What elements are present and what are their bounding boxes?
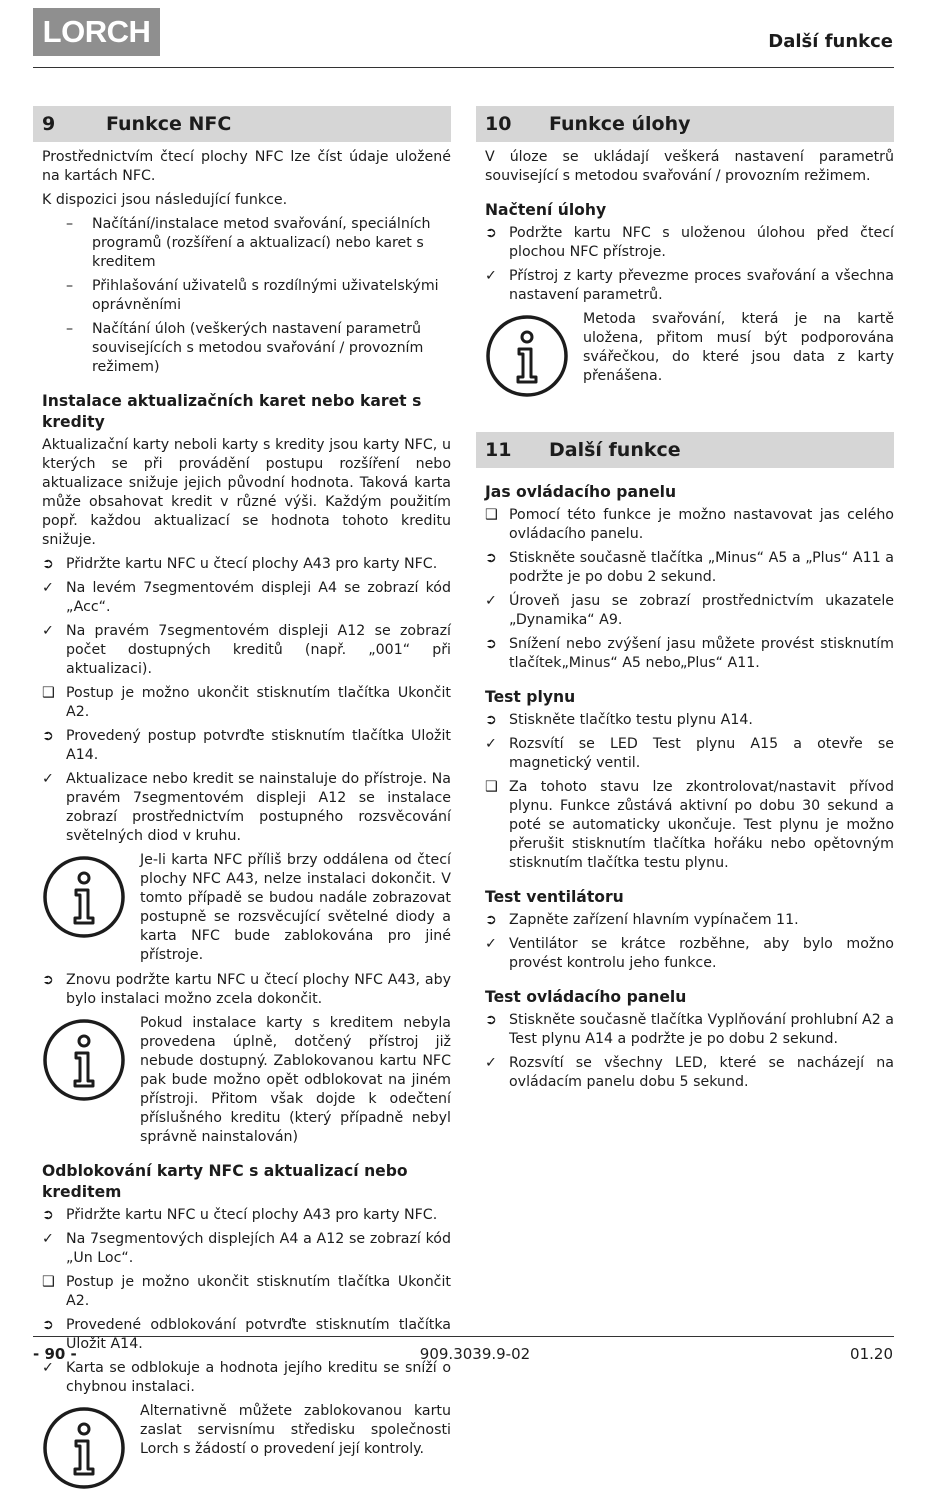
subheading: Test plynu	[485, 688, 576, 706]
section-title: Další funkce	[549, 439, 681, 461]
option-text: Postup je možno ukončit stisknutím tlačítka Ukončit A2.	[66, 685, 451, 720]
result-text: Aktualizace nebo kredit se nainstaluje do přístroje. Na pravém 7segmentovém displeji A12 se instalace zobrazí prostřednictvím postupného rozsvěcování světelných diod v kruhu.	[66, 771, 451, 844]
section-number: 11	[485, 439, 512, 461]
step-text: Snížení nebo zvýšení jasu můžete provést stisknutím tlačítek„Minus“ A5 nebo„Plus“ A11.	[509, 636, 894, 671]
result-text: Ventilátor se krátce rozběhne, aby bylo možno provést kontrolu jeho funkce.	[509, 936, 894, 971]
result-text: Rozsvítí se LED Test plynu A15 a otevře se magnetický ventil.	[509, 736, 894, 771]
info-note	[42, 1014, 451, 1147]
note-text: Metoda svařování, která je na kartě uložena, přitom musí být podporována svářečkou, do které jsou data z karty přenášena.	[583, 311, 894, 384]
info-note	[485, 310, 894, 394]
header-title: Další funkce	[768, 31, 893, 52]
paragraph: Aktualizační karty neboli karty s kredity jsou karty NFC, u kterých se při provádění postupu rozšíření nebo aktualizace snižuje jejich původní hodnota. Taková karta může obsahovat kredit v různé výši. Každým použitím popř. každou aktualizací se hodnota tohoto kreditu snižuje.	[42, 437, 451, 548]
list-item-text: Přihlašování uživatelů s rozdílnými uživatelskými oprávněními	[92, 278, 439, 313]
footer-rule	[33, 1336, 894, 1337]
check-icon: ✓	[42, 1360, 54, 1376]
arrow-icon: ➲	[485, 1012, 497, 1028]
option-text: Za tohoto stavu lze zkontrolovat/nastavit přívod plynu. Funkce zůstává aktivní po dobu 30 sekund a poté se automaticky ukončuje. Test plynu je možno přerušit stisknutím tlačítka hořáku nebo opětovným stisknutím tlačítka testu plynu.	[509, 779, 894, 871]
result-text: Přístroj z karty převezme proces svařování a všechna nastavení parametrů.	[509, 268, 894, 303]
arrow-icon: ➲	[42, 1317, 54, 1333]
option-item	[42, 684, 451, 722]
result-text: Na levém 7segmentovém displeji A4 se zobrazí kód „Acc“.	[66, 580, 451, 615]
section-title: Funkce úlohy	[549, 113, 691, 135]
dash-marker: –	[66, 278, 74, 294]
subheading: Načtení úlohy	[485, 201, 607, 219]
step-item	[42, 971, 451, 1009]
section-number: 10	[485, 113, 512, 135]
list-item-text: Načítání/instalace metod svařování, speciálních programů (rozšíření a aktualizací) nebo karet s kreditem	[92, 216, 431, 270]
subheading: Instalace aktualizačních karet nebo karet s kredity	[42, 392, 422, 431]
step-text: Stiskněte současně tlačítka „Minus“ A5 a „Plus“ A11 a podržte je po dobu 2 sekund.	[509, 550, 894, 585]
info-icon	[42, 855, 126, 939]
check-icon: ✓	[42, 623, 54, 639]
section-number: 9	[42, 113, 56, 135]
document-date: 01.20	[850, 1345, 893, 1363]
step-text: Znovu podržte kartu NFC u čtecí plochy NFC A43, aby bylo instalaci možno zcela dokončit.	[66, 972, 451, 1007]
header-rule	[33, 67, 894, 68]
check-icon: ✓	[42, 771, 54, 787]
result-item	[485, 735, 894, 773]
result-item	[485, 267, 894, 305]
step-text: Přidržte kartu NFC u čtecí plochy A43 pro karty NFC.	[66, 1207, 438, 1223]
step-item	[42, 1206, 451, 1225]
arrow-icon: ➲	[485, 550, 497, 566]
subheading: Jas ovládacího panelu	[485, 483, 677, 501]
step-text: Stiskněte tlačítko testu plynu A14.	[509, 712, 753, 728]
step-text: Podržte kartu NFC s uloženou úlohou před čtecí plochou NFC přístroje.	[509, 225, 894, 260]
paragraph: K dispozici jsou následující funkce.	[42, 192, 288, 208]
result-text: Úroveň jasu se zobrazí prostřednictvím ukazatele „Dynamika“ A9.	[509, 593, 894, 628]
box-icon: ❑	[485, 779, 498, 795]
list-item	[42, 320, 451, 377]
arrow-icon: ➲	[42, 728, 54, 744]
dash-marker: –	[66, 321, 74, 337]
result-item	[42, 579, 451, 617]
option-item	[42, 1273, 451, 1311]
arrow-icon: ➲	[485, 225, 497, 241]
result-text: Na 7segmentových displejích A4 a A12 se zobrazí kód „Un Loc“.	[66, 1231, 451, 1266]
step-text: Provedený postup potvrďte stisknutím tlačítka Uložit A14.	[66, 728, 451, 763]
box-icon: ❑	[485, 507, 498, 523]
dash-marker: –	[66, 216, 74, 232]
step-item	[42, 727, 451, 765]
step-item	[485, 911, 894, 930]
section-11-heading	[476, 432, 894, 468]
right-column	[476, 106, 894, 1097]
check-icon: ✓	[485, 268, 497, 284]
option-text: Postup je možno ukončit stisknutím tlačítka Ukončit A2.	[66, 1274, 451, 1309]
check-icon: ✓	[42, 1231, 54, 1247]
check-icon: ✓	[485, 736, 497, 752]
section-10-heading	[476, 106, 894, 142]
step-text: Stiskněte současně tlačítka Vyplňování prohlubní A2 a Test plynu A14 a podržte je po dobu 2 sekund.	[509, 1012, 894, 1047]
result-item	[42, 622, 451, 679]
step-item	[485, 224, 894, 262]
info-note	[42, 851, 451, 965]
info-icon	[42, 1406, 126, 1490]
subheading: Odblokování karty NFC s aktualizací nebo kreditem	[42, 1162, 408, 1201]
step-item	[485, 711, 894, 730]
option-item	[485, 506, 894, 544]
step-text: Provedené odblokování potvrďte stisknutím tlačítka Uložit A14.	[66, 1317, 451, 1352]
page-number: - 90 -	[33, 1345, 77, 1363]
step-item	[42, 555, 451, 574]
check-icon: ✓	[485, 936, 497, 952]
check-icon: ✓	[42, 580, 54, 596]
subheading: Test ventilátoru	[485, 888, 624, 906]
step-text: Přidržte kartu NFC u čtecí plochy A43 pro karty NFC.	[66, 556, 438, 572]
step-item	[485, 1011, 894, 1049]
option-item	[485, 778, 894, 873]
section-title: Funkce NFC	[106, 113, 232, 135]
step-item	[485, 549, 894, 587]
document-number: 909.3039.9-02	[419, 1345, 531, 1363]
info-note	[42, 1402, 451, 1486]
left-column	[33, 106, 451, 1492]
function-list	[42, 215, 451, 377]
list-item-text: Načítání úloh (veškerých nastavení parametrů souvisejících s metodou svařování / provozním režimem)	[92, 321, 424, 375]
note-text: Pokud instalace karty s kreditem nebyla provedena úplně, dotčený přístroj již nebude dostupný. Zablokovanou kartu NFC pak bude možno opět odblokovat na jiném přístroji. Přitom však dojde k odečtení příslušného kreditu (který případně nebyl správně nainstalován)	[140, 1015, 451, 1145]
option-text: Pomocí této funkce je možno nastavovat jas celého ovládacího panelu.	[509, 507, 894, 542]
step-text: Zapněte zařízení hlavním vypínačem 11.	[509, 912, 799, 928]
section-9-heading	[33, 106, 451, 142]
list-item	[42, 277, 451, 315]
result-item	[42, 1230, 451, 1268]
arrow-icon: ➲	[485, 712, 497, 728]
arrow-icon: ➲	[485, 912, 497, 928]
result-item	[485, 935, 894, 973]
step-item	[485, 635, 894, 673]
note-text: Alternativně můžete zablokovanou kartu zaslat servisnímu středisku společnosti Lorch s žádostí o provedení její kontroly.	[140, 1403, 451, 1457]
list-item	[42, 215, 451, 272]
arrow-icon: ➲	[42, 972, 54, 988]
check-icon: ✓	[485, 1055, 497, 1071]
info-icon	[42, 1018, 126, 1102]
box-icon: ❑	[42, 685, 55, 701]
info-icon	[485, 314, 569, 398]
result-text: Karta se odblokuje a hodnota jejího kreditu se sníží o chybnou instalaci.	[66, 1360, 451, 1395]
subheading: Test ovládacího panelu	[485, 988, 687, 1006]
result-item	[42, 770, 451, 846]
paragraph: V úloze se ukládají veškerá nastavení parametrů související s metodou svařování / provozním režimem.	[485, 149, 894, 184]
result-item	[485, 592, 894, 630]
arrow-icon: ➲	[42, 556, 54, 572]
result-text: Rozsvítí se všechny LED, které se nacházejí na ovládacím panelu dobu 5 sekund.	[509, 1055, 894, 1090]
note-text: Je-li karta NFC příliš brzy oddálena od čtecí plochy NFC A43, nelze instalaci dokončit. V tomto případě se budou nadále zobrazovat postupně se rozsvěcující světelné diody a karta NFC bude zablokována pro jiné přístroje.	[140, 852, 451, 963]
result-item	[485, 1054, 894, 1092]
paragraph: Prostřednictvím čtecí plochy NFC lze číst údaje uložené na kartách NFC.	[42, 149, 451, 184]
arrow-icon: ➲	[42, 1207, 54, 1223]
check-icon: ✓	[485, 593, 497, 609]
box-icon: ❑	[42, 1274, 55, 1290]
lorch-logo: LORCH	[33, 8, 160, 56]
arrow-icon: ➲	[485, 636, 497, 652]
result-text: Na pravém 7segmentovém displeji A12 se zobrazí počet dostupných kreditů (např. „001“ při aktualizaci).	[66, 623, 451, 677]
